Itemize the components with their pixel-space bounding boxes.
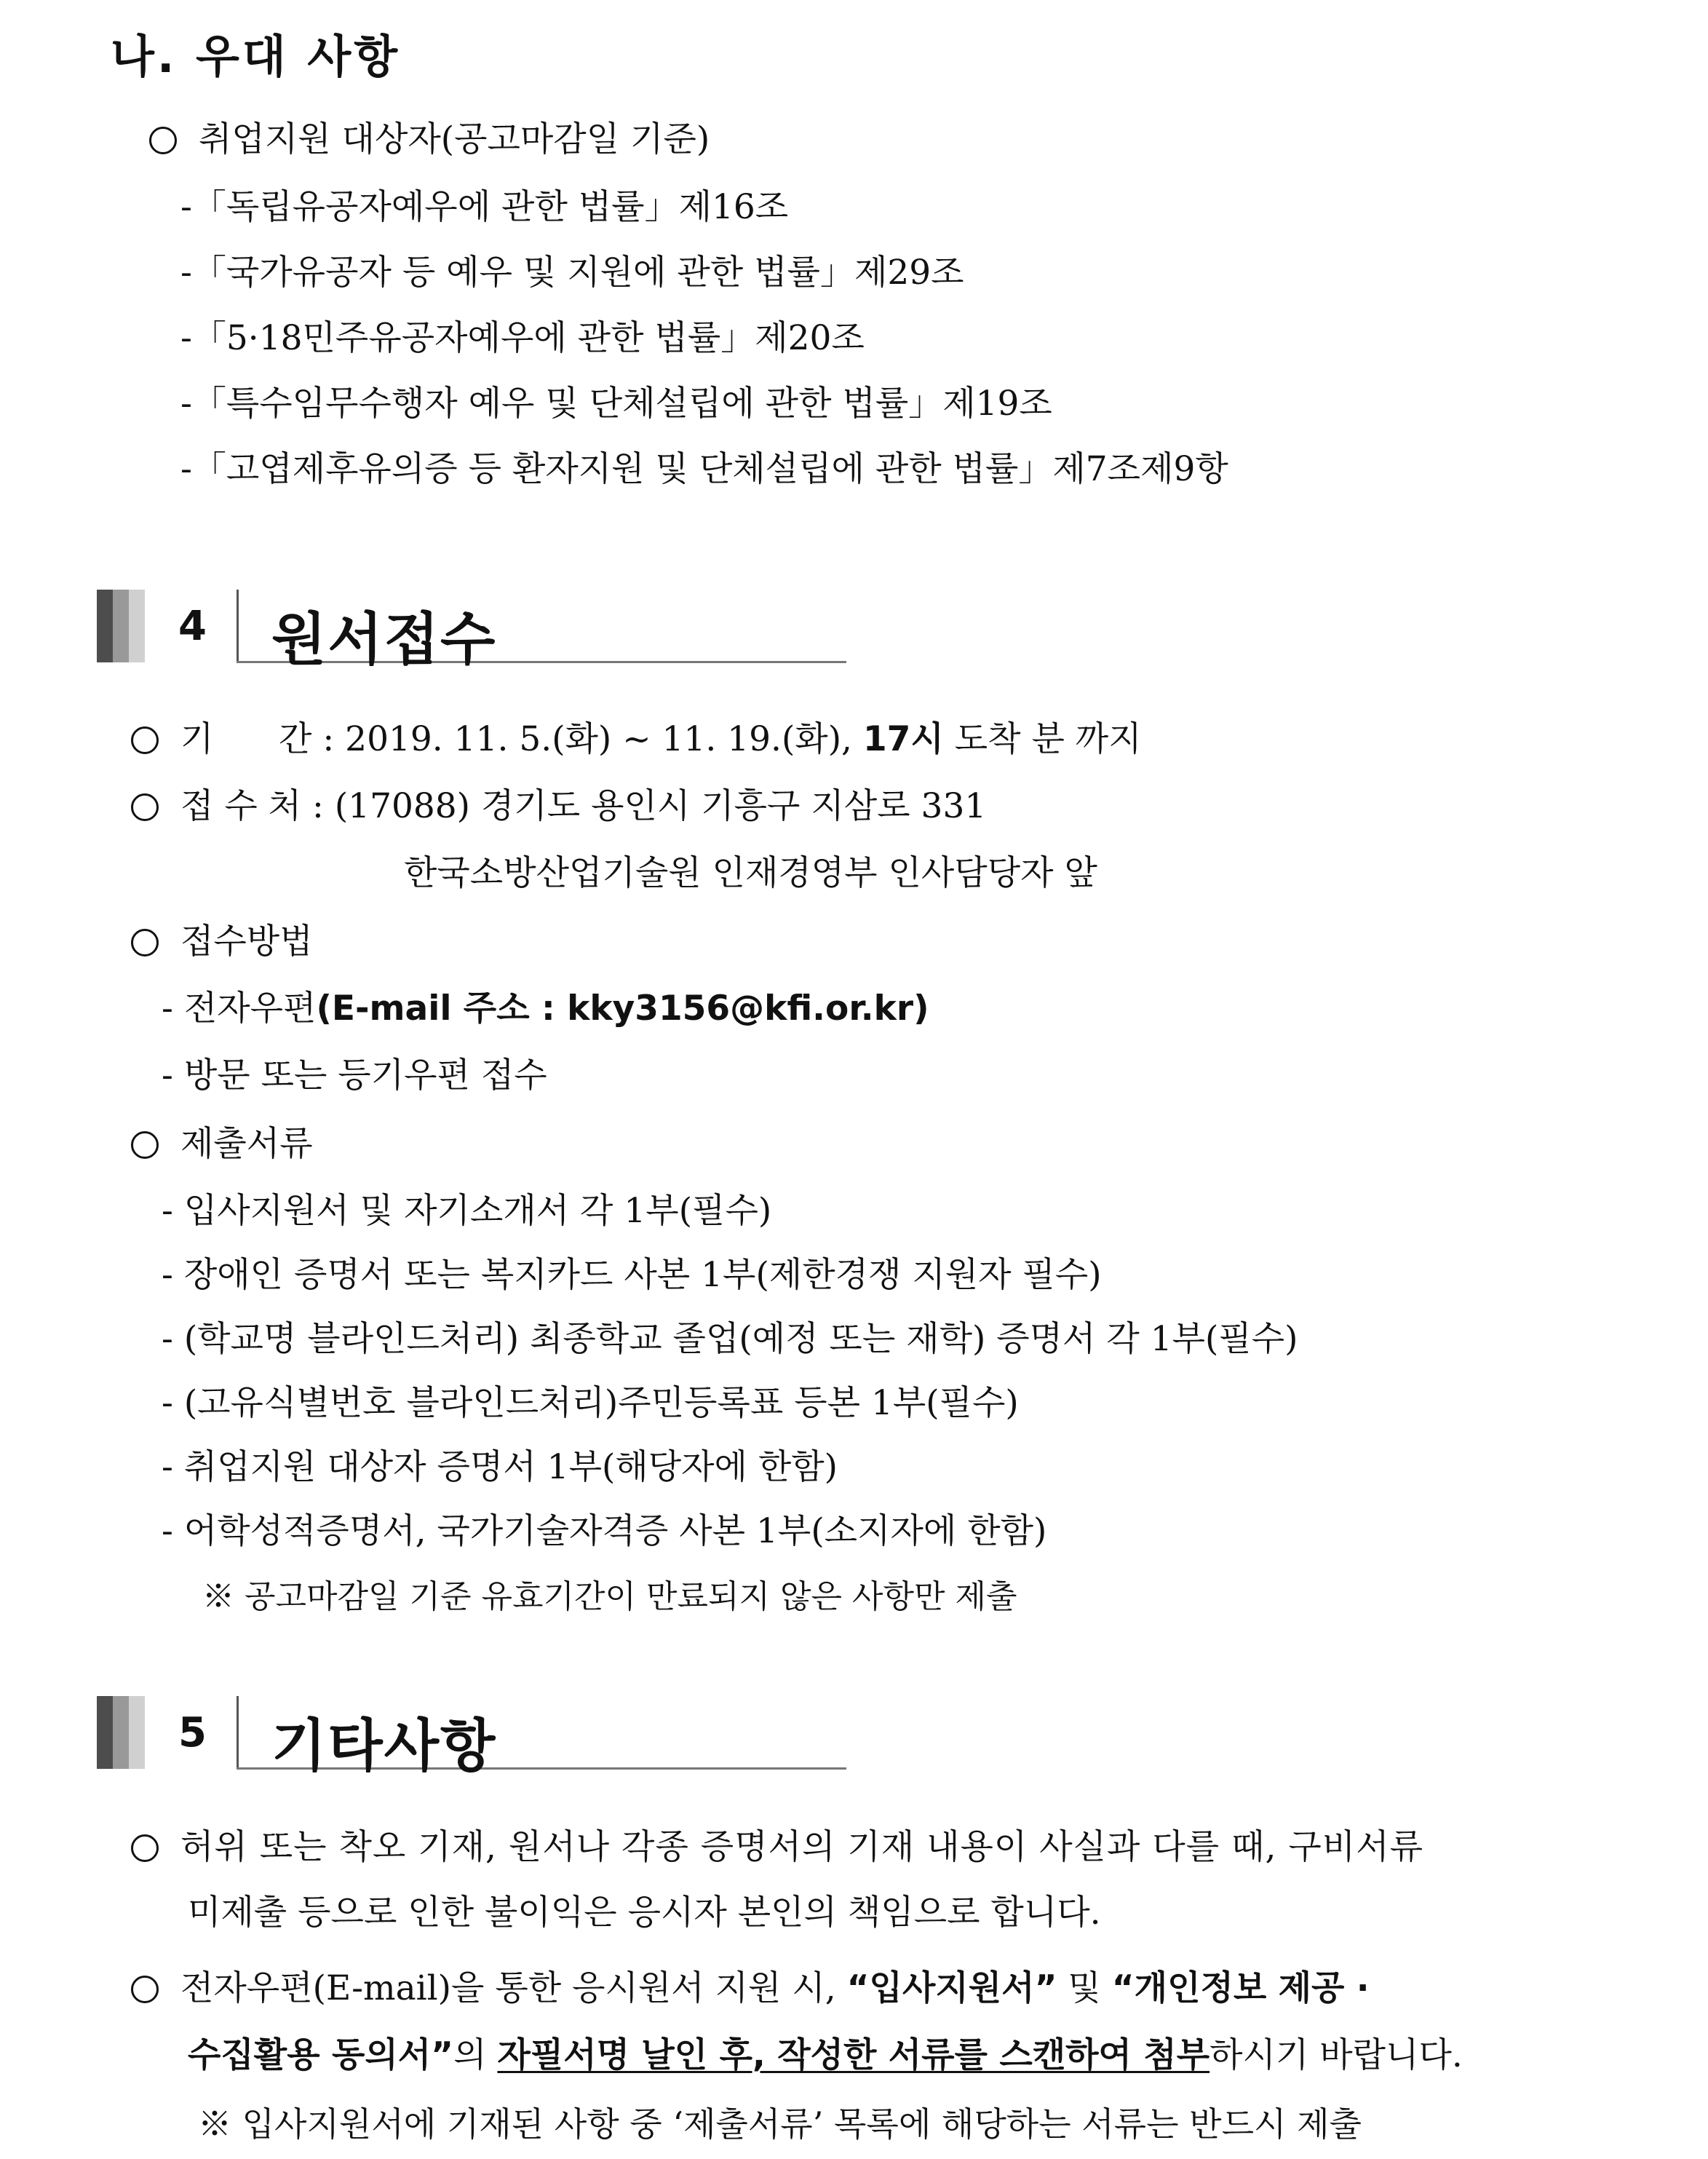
doc-item: - 입사지원서 및 자기소개서 각 1부(필수)	[162, 1191, 772, 1231]
docs-title-row	[131, 1122, 313, 1166]
notice-2-text-c: 및	[1068, 1968, 1101, 2008]
law-item: -「독립유공자예우에 관한 법률」제16조	[180, 187, 789, 227]
notice-2-doc-2-cont: 수집활용 동의서”	[188, 2035, 454, 2075]
subsection-title: 나. 우대 사항	[111, 30, 401, 83]
circle-bullet-icon	[131, 1834, 159, 1862]
period-row	[131, 718, 1142, 761]
period-text: 2019. 11. 5.(화) ~ 11. 19.(화),	[345, 719, 852, 759]
place-label: 접 수 처 :	[180, 786, 324, 826]
header-divider	[237, 1696, 239, 1769]
notice-1-line-1: 허위 또는 착오 기재, 원서나 각종 증명서의 기재 내용이 사실과 다를 때, 구비서류	[180, 1827, 1424, 1867]
section-header	[97, 590, 846, 673]
period-label: 기 간 :	[180, 719, 335, 759]
doc-item: - 장애인 증명서 또는 복지카드 사본 1부(제한경쟁 지원자 필수)	[162, 1255, 1102, 1295]
doc-item: - (학교명 블라인드처리) 최종학교 졸업(예정 또는 재학) 증명서 각 1부(필수)	[162, 1319, 1298, 1359]
law-item: -「5·18민주유공자예우에 관한 법률」제20조	[180, 318, 865, 358]
section-title: 원서접수	[271, 607, 497, 673]
circle-bullet-icon	[149, 127, 177, 154]
preference-item	[149, 118, 710, 162]
preference-item-text: 취업지원 대상자(공고마감일 기준)	[199, 119, 710, 159]
header-bar-mid	[113, 590, 129, 662]
circle-bullet-icon	[131, 929, 159, 956]
notice-2-text-a: 전자우편(E-mail)을 통한 응시원서 지원 시,	[180, 1968, 836, 2008]
notice-1-line-2: 미제출 등으로 인한 불이익은 응시자 본인의 책임으로 합니다.	[188, 1893, 1101, 1933]
header-bar-dark	[97, 1696, 113, 1769]
notice-2-line-2	[188, 2034, 1463, 2077]
notice-2-doc-2: “개인정보 제공 ·	[1111, 1968, 1370, 2008]
docs-note: ※ 공고마감일 기준 유효기간이 만료되지 않은 사항만 제출	[202, 1578, 1017, 1615]
period-tail: 도착 분 까지	[954, 719, 1142, 759]
method-email-prefix: - 전자우편	[162, 989, 317, 1029]
method-title-row	[131, 920, 313, 964]
place-recipient: 한국소방산업기술원 인재경영부 인사담당자 앞	[404, 853, 1097, 893]
law-item: -「특수임무수행자 예우 및 단체설립에 관한 법률」제19조	[180, 384, 1052, 424]
circle-bullet-icon	[131, 1131, 159, 1159]
header-bar-dark	[97, 590, 113, 662]
circle-bullet-icon	[131, 726, 159, 754]
notice-note: ※ 입사지원서에 기재된 사항 중 ‘제출서류’ 목록에 해당하는 서류는 반드시 제출	[198, 2104, 1362, 2144]
doc-item: - (고유식별번호 블라인드처리)주민등록표 등본 1부(필수)	[162, 1383, 1019, 1423]
header-bar-mid	[113, 1696, 129, 1769]
email-address: (E-mail 주소 : kky3156@kfi.or.kr)	[316, 989, 929, 1029]
notice-paragraph-1	[131, 1826, 1423, 1869]
section-header	[97, 1696, 846, 1779]
period-deadline: 17시	[862, 719, 944, 759]
notice-paragraph-2	[131, 1967, 1370, 2011]
section-number: 5	[178, 1709, 207, 1756]
method-visit: - 방문 또는 등기우편 접수	[162, 1055, 547, 1096]
docs-title: 제출서류	[180, 1124, 313, 1164]
doc-item: - 취업지원 대상자 증명서 1부(해당자에 한함)	[162, 1447, 838, 1487]
notice-2-text-h: 하시기 바랍니다.	[1209, 2035, 1463, 2075]
method-title: 접수방법	[180, 922, 313, 962]
notice-2-doc-1: “입사지원서”	[846, 1968, 1057, 2008]
header-bar-light	[129, 590, 145, 662]
method-email	[162, 987, 929, 1031]
law-item: -「국가유공자 등 예우 및 지원에 관한 법률」제29조	[180, 253, 964, 293]
header-bar-light	[129, 1696, 145, 1769]
section-number: 4	[178, 603, 207, 650]
place-row	[131, 785, 986, 828]
header-divider	[237, 590, 239, 662]
circle-bullet-icon	[131, 793, 159, 821]
notice-2-text-f: 의	[453, 2035, 487, 2075]
place-address: (17088) 경기도 용인시 기흥구 지삼로 331	[334, 786, 987, 826]
notice-2-emphasis: 자필서명 날인 후, 작성한 서류를 스캔하여 첨부	[497, 2035, 1210, 2075]
law-item: -「고엽제후유의증 등 환자지원 및 단체설립에 관한 법률」제7조제9항	[180, 449, 1228, 489]
section-title: 기타사항	[271, 1714, 497, 1779]
doc-item: - 어학성적증명서, 국가기술자격증 사본 1부(소지자에 한함)	[162, 1511, 1047, 1551]
circle-bullet-icon	[131, 1976, 159, 2003]
